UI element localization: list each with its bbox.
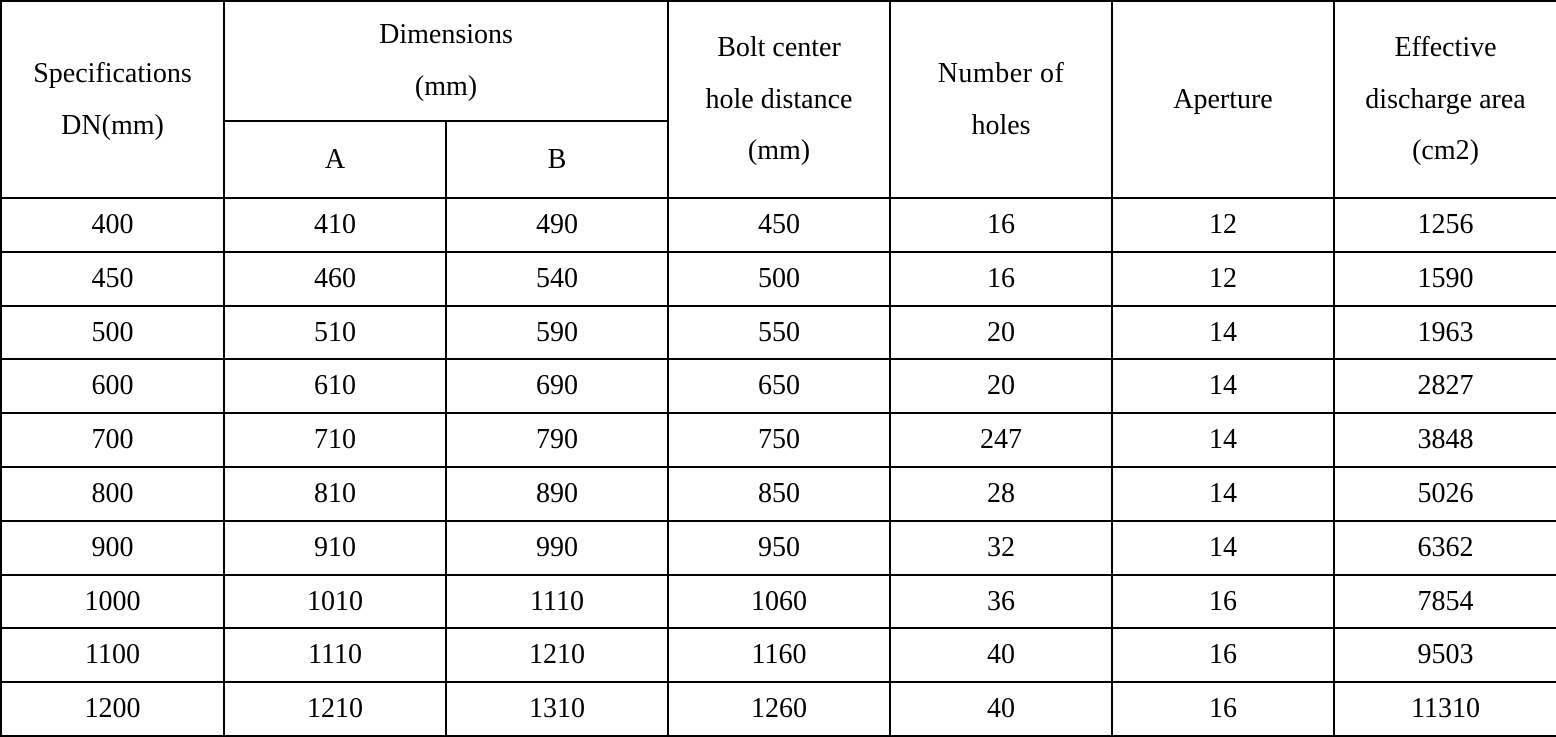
cell-holes: 247 [890,413,1112,467]
cell-holes: 32 [890,521,1112,575]
header-number-of-holes-line1: Number of [937,57,1065,89]
cell-dn: 700 [1,413,224,467]
header-effective-area-line1: Effective [1394,31,1497,63]
cell-dn: 1200 [1,682,224,736]
header-dimensions-line1: Dimensions [379,19,513,51]
header-aperture-label: Aperture [1173,83,1273,115]
header-dimension-b: B [446,121,668,198]
header-row [1,1,1556,121]
cell-dimension-a: 710 [224,413,446,467]
header-dimensions-line2: (mm) [414,71,478,102]
cell-bolt-distance: 1160 [668,628,890,682]
cell-dn: 450 [1,252,224,306]
cell-bolt-distance: 650 [668,359,890,413]
table-row [1,413,1556,467]
cell-effective-area: 7854 [1334,575,1556,629]
cell-dimension-a: 1210 [224,682,446,736]
cell-aperture: 16 [1112,628,1334,682]
cell-dimension-a: 810 [224,467,446,521]
cell-dn: 900 [1,521,224,575]
cell-bolt-distance: 550 [668,306,890,360]
header-specifications [1,1,224,198]
cell-holes: 28 [890,467,1112,521]
cell-aperture: 14 [1112,413,1334,467]
cell-holes: 40 [890,682,1112,736]
cell-dimension-a: 1010 [224,575,446,629]
cell-aperture: 16 [1112,682,1334,736]
header-effective-area-line2: discharge area [1365,83,1526,115]
header-dimensions [224,1,668,121]
table-body [1,198,1556,736]
cell-bolt-distance: 950 [668,521,890,575]
header-effective-area-line3: (cm2) [1412,135,1479,167]
header-specifications-line2: DN(mm) [61,109,164,141]
table-row [1,521,1556,575]
cell-bolt-distance: 750 [668,413,890,467]
table-row [1,575,1556,629]
header-effective-area [1334,1,1556,198]
cell-dimension-b: 890 [446,467,668,521]
cell-dimension-b: 1110 [446,575,668,629]
cell-dn: 800 [1,467,224,521]
cell-holes: 36 [890,575,1112,629]
cell-effective-area: 6362 [1334,521,1556,575]
cell-effective-area: 11310 [1334,682,1556,736]
header-bolt-center [668,1,890,198]
header-bolt-center-line2: hole distance [705,83,853,115]
cell-dn: 400 [1,198,224,252]
table-row [1,467,1556,521]
table-row [1,628,1556,682]
cell-dimension-a: 460 [224,252,446,306]
header-bolt-center-line3: (mm) [747,135,811,167]
cell-effective-area: 1256 [1334,198,1556,252]
cell-dn: 600 [1,359,224,413]
cell-holes: 20 [890,306,1112,360]
cell-effective-area: 1590 [1334,252,1556,306]
cell-effective-area: 3848 [1334,413,1556,467]
cell-effective-area: 5026 [1334,467,1556,521]
cell-effective-area: 1963 [1334,306,1556,360]
cell-aperture: 14 [1112,467,1334,521]
header-number-of-holes [890,1,1112,198]
cell-dimension-b: 540 [446,252,668,306]
header-number-of-holes-line2: holes [971,109,1031,141]
table-row [1,682,1556,736]
cell-aperture: 12 [1112,198,1334,252]
cell-dimension-a: 510 [224,306,446,360]
cell-holes: 40 [890,628,1112,682]
cell-dimension-b: 1310 [446,682,668,736]
cell-holes: 16 [890,198,1112,252]
cell-dimension-b: 490 [446,198,668,252]
cell-dimension-a: 910 [224,521,446,575]
cell-bolt-distance: 1260 [668,682,890,736]
cell-aperture: 16 [1112,575,1334,629]
table-row [1,359,1556,413]
cell-dimension-a: 1110 [224,628,446,682]
cell-dimension-b: 790 [446,413,668,467]
cell-holes: 16 [890,252,1112,306]
table-row [1,252,1556,306]
table-row [1,198,1556,252]
cell-aperture: 14 [1112,359,1334,413]
cell-dimension-b: 690 [446,359,668,413]
header-aperture [1112,1,1334,198]
header-bolt-center-line1: Bolt center [717,31,841,63]
cell-dimension-b: 1210 [446,628,668,682]
header-dimension-a: A [224,121,446,198]
cell-aperture: 14 [1112,306,1334,360]
cell-bolt-distance: 500 [668,252,890,306]
cell-effective-area: 2827 [1334,359,1556,413]
cell-dimension-b: 590 [446,306,668,360]
cell-bolt-distance: 850 [668,467,890,521]
cell-dimension-b: 990 [446,521,668,575]
cell-dimension-a: 410 [224,198,446,252]
table-row [1,306,1556,360]
cell-effective-area: 9503 [1334,628,1556,682]
cell-aperture: 12 [1112,252,1334,306]
cell-holes: 20 [890,359,1112,413]
header-specifications-line1: Specifications [33,57,192,89]
cell-dn: 500 [1,306,224,360]
cell-bolt-distance: 1060 [668,575,890,629]
cell-aperture: 14 [1112,521,1334,575]
cell-dimension-a: 610 [224,359,446,413]
cell-dn: 1000 [1,575,224,629]
cell-bolt-distance: 450 [668,198,890,252]
cell-dn: 1100 [1,628,224,682]
